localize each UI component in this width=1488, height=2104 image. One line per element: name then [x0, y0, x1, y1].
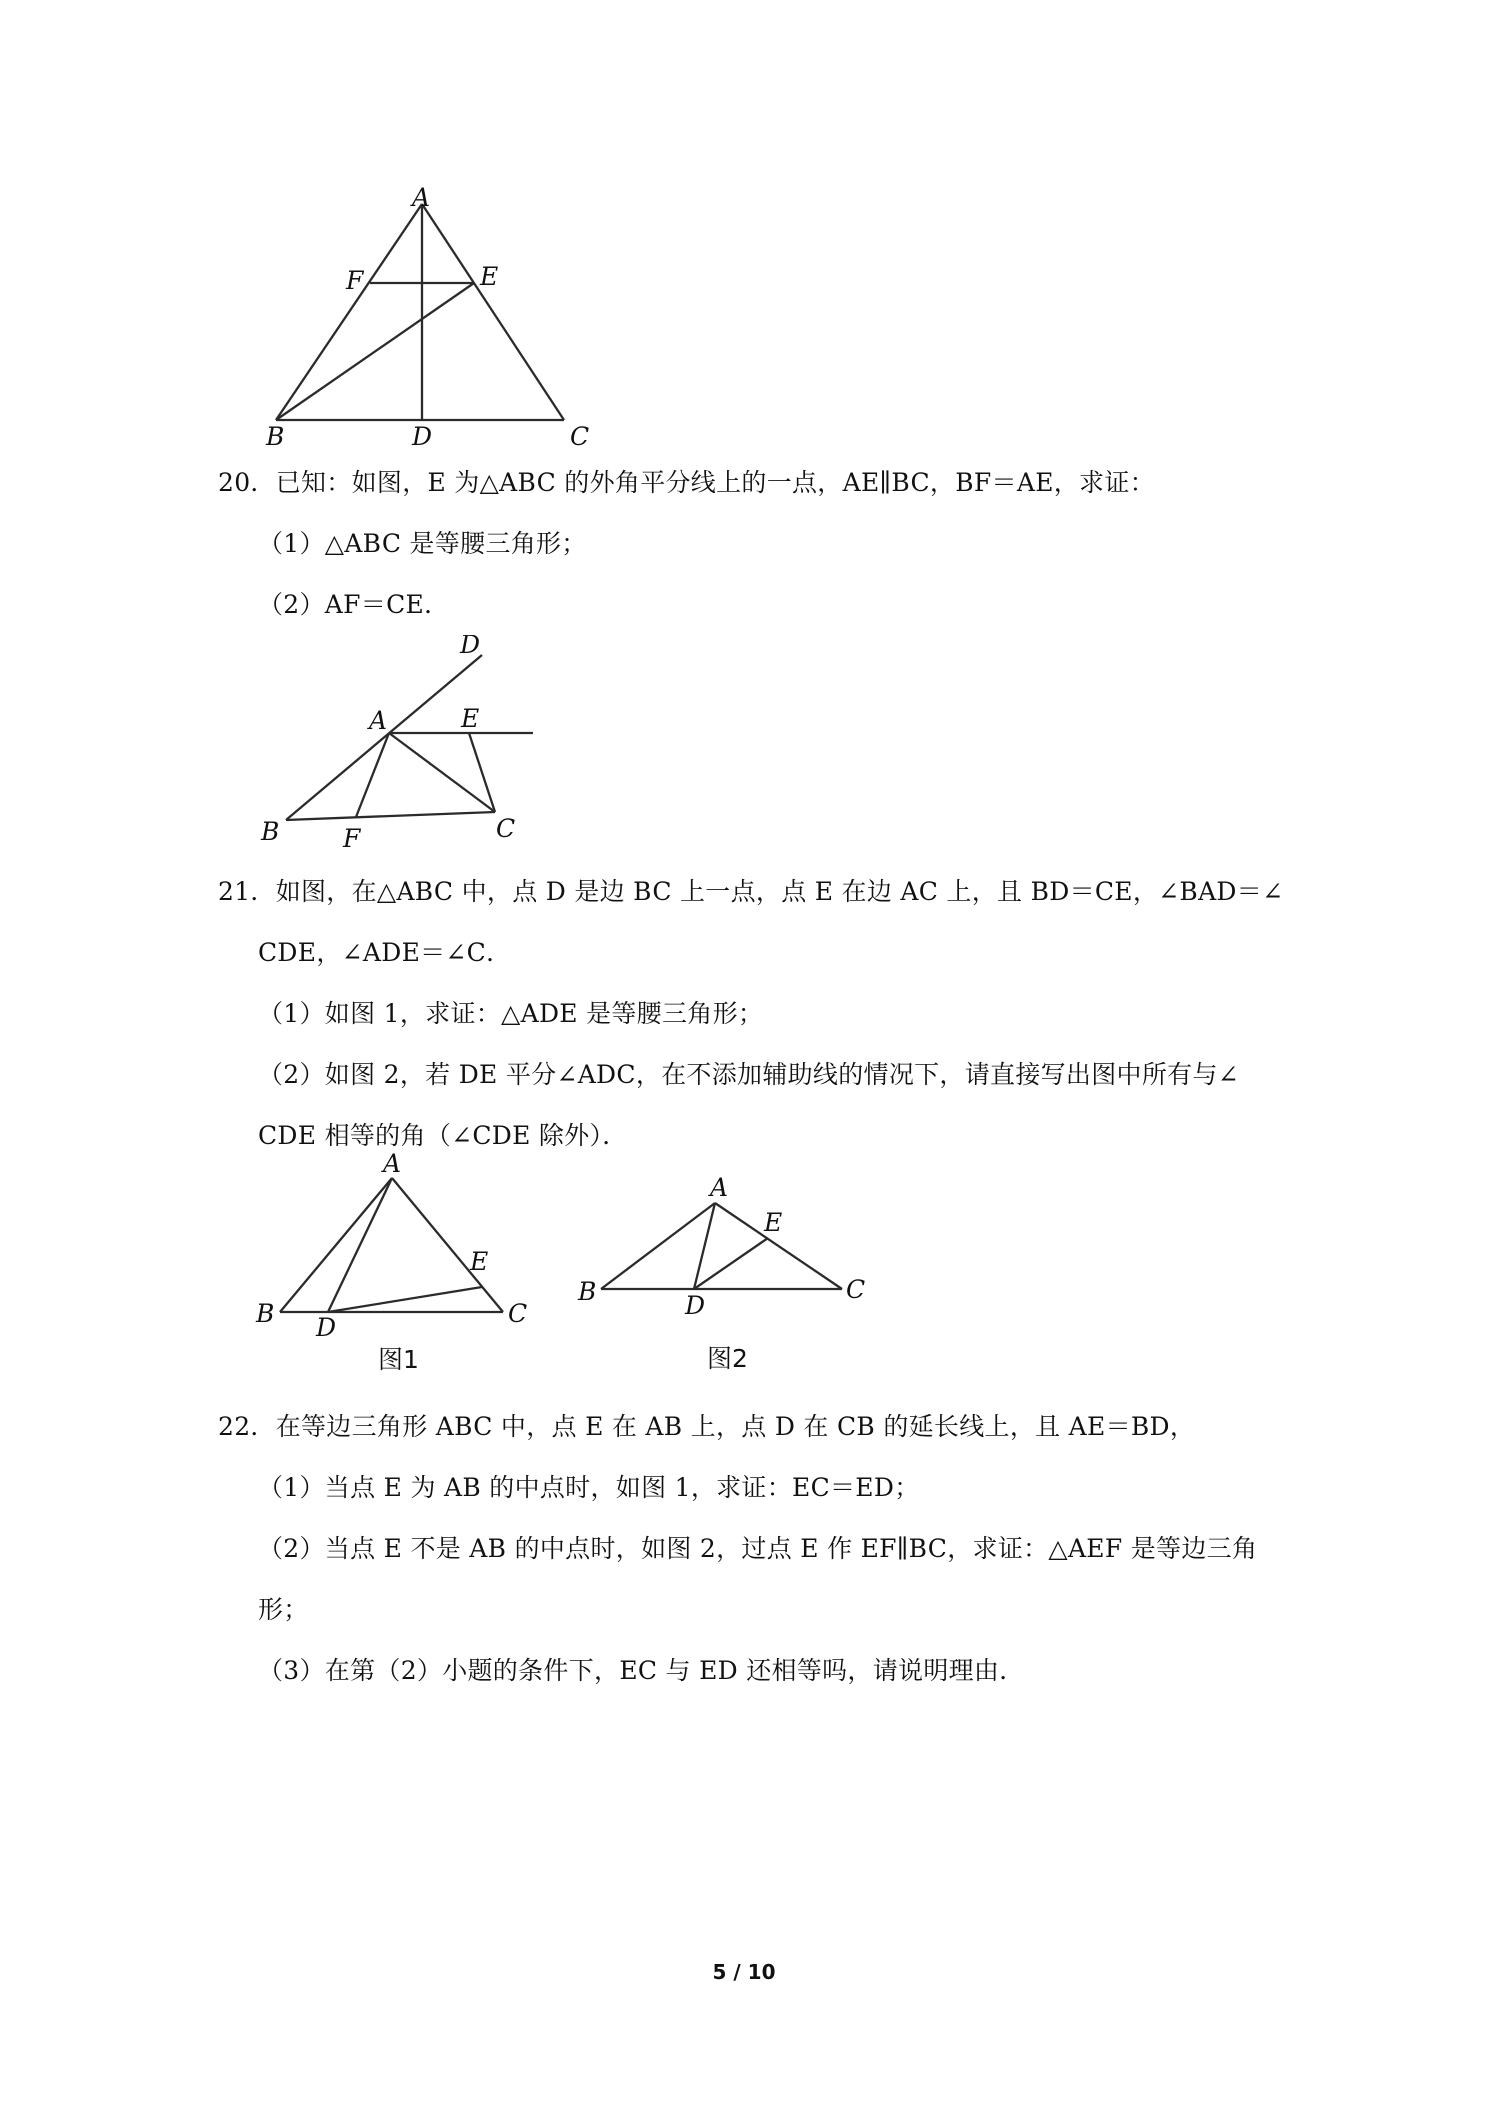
label-D: D — [412, 422, 433, 450]
label-B: B — [261, 817, 280, 846]
label-A: A — [710, 1173, 729, 1202]
q20-stem: 20．已知：如图，E 为△ABC 的外角平分线上的一点，AE∥BC，BF＝AE，求证： — [218, 468, 1155, 497]
label-C: C — [570, 422, 590, 450]
label-F: F — [346, 266, 364, 295]
q21-stem-line2: CDE，∠ADE＝∠C． — [258, 938, 512, 967]
q22-part3: （3）在第（2）小题的条件下，EC 与 ED 还相等吗，请说明理由． — [258, 1656, 1025, 1685]
label-B: B — [578, 1277, 597, 1306]
label-A: A — [412, 183, 431, 212]
page-number: 5 / 10 — [712, 1960, 776, 1984]
q21-part2-line1: （2）如图 2，若 DE 平分∠ADC，在不添加辅助线的情况下，请直接写出图中所有与∠ — [258, 1060, 1239, 1089]
q22-part2-line1: （2）当点 E 不是 AB 的中点时，如图 2，过点 E 作 EF∥BC，求证：△AEF 是等边三角 — [258, 1534, 1258, 1563]
label-D: D — [316, 1313, 337, 1342]
label-A: A — [383, 1150, 402, 1178]
q21-part1: （1）如图 1，求证：△ADE 是等腰三角形； — [258, 999, 764, 1028]
q20-part2: （2）AF＝CE． — [258, 590, 450, 619]
label-B: B — [266, 422, 285, 450]
figure-21-1 — [250, 1150, 550, 1390]
label-E: E — [764, 1208, 783, 1237]
label-E: E — [470, 1247, 489, 1276]
figure-20 — [255, 635, 555, 855]
figure-21-2 — [570, 1170, 890, 1390]
figure-caption: 图2 — [707, 1344, 748, 1373]
q20-part1: （1）△ABC 是等腰三角形； — [258, 529, 587, 558]
q22-part1: （1）当点 E 为 AB 的中点时，如图 1，求证：EC＝ED； — [258, 1473, 920, 1502]
label-B: B — [256, 1299, 275, 1328]
q21-part2-line2: CDE 相等的角（∠CDE 除外）． — [258, 1121, 628, 1150]
label-E: E — [480, 262, 499, 291]
label-E: E — [461, 704, 480, 733]
label-D: D — [685, 1291, 706, 1320]
label-A: A — [369, 706, 388, 735]
figure-caption: 图1 — [378, 1345, 419, 1374]
label-C: C — [496, 814, 516, 843]
label-D: D — [460, 635, 481, 659]
figure-19-triangle — [240, 180, 620, 450]
q22-part2-line2: 形； — [258, 1595, 309, 1624]
label-F: F — [343, 824, 361, 853]
q22-stem: 22．在等边三角形 ABC 中，点 E 在 AB 上，点 D 在 CB 的延长线上，且 AE＝BD， — [218, 1412, 1196, 1441]
q21-stem-line1: 21．如图，在△ABC 中，点 D 是边 BC 上一点，点 E 在边 AC 上，且 BD＝CE，∠BAD＝∠ — [218, 877, 1284, 906]
label-C: C — [846, 1275, 866, 1304]
label-C: C — [508, 1299, 528, 1328]
